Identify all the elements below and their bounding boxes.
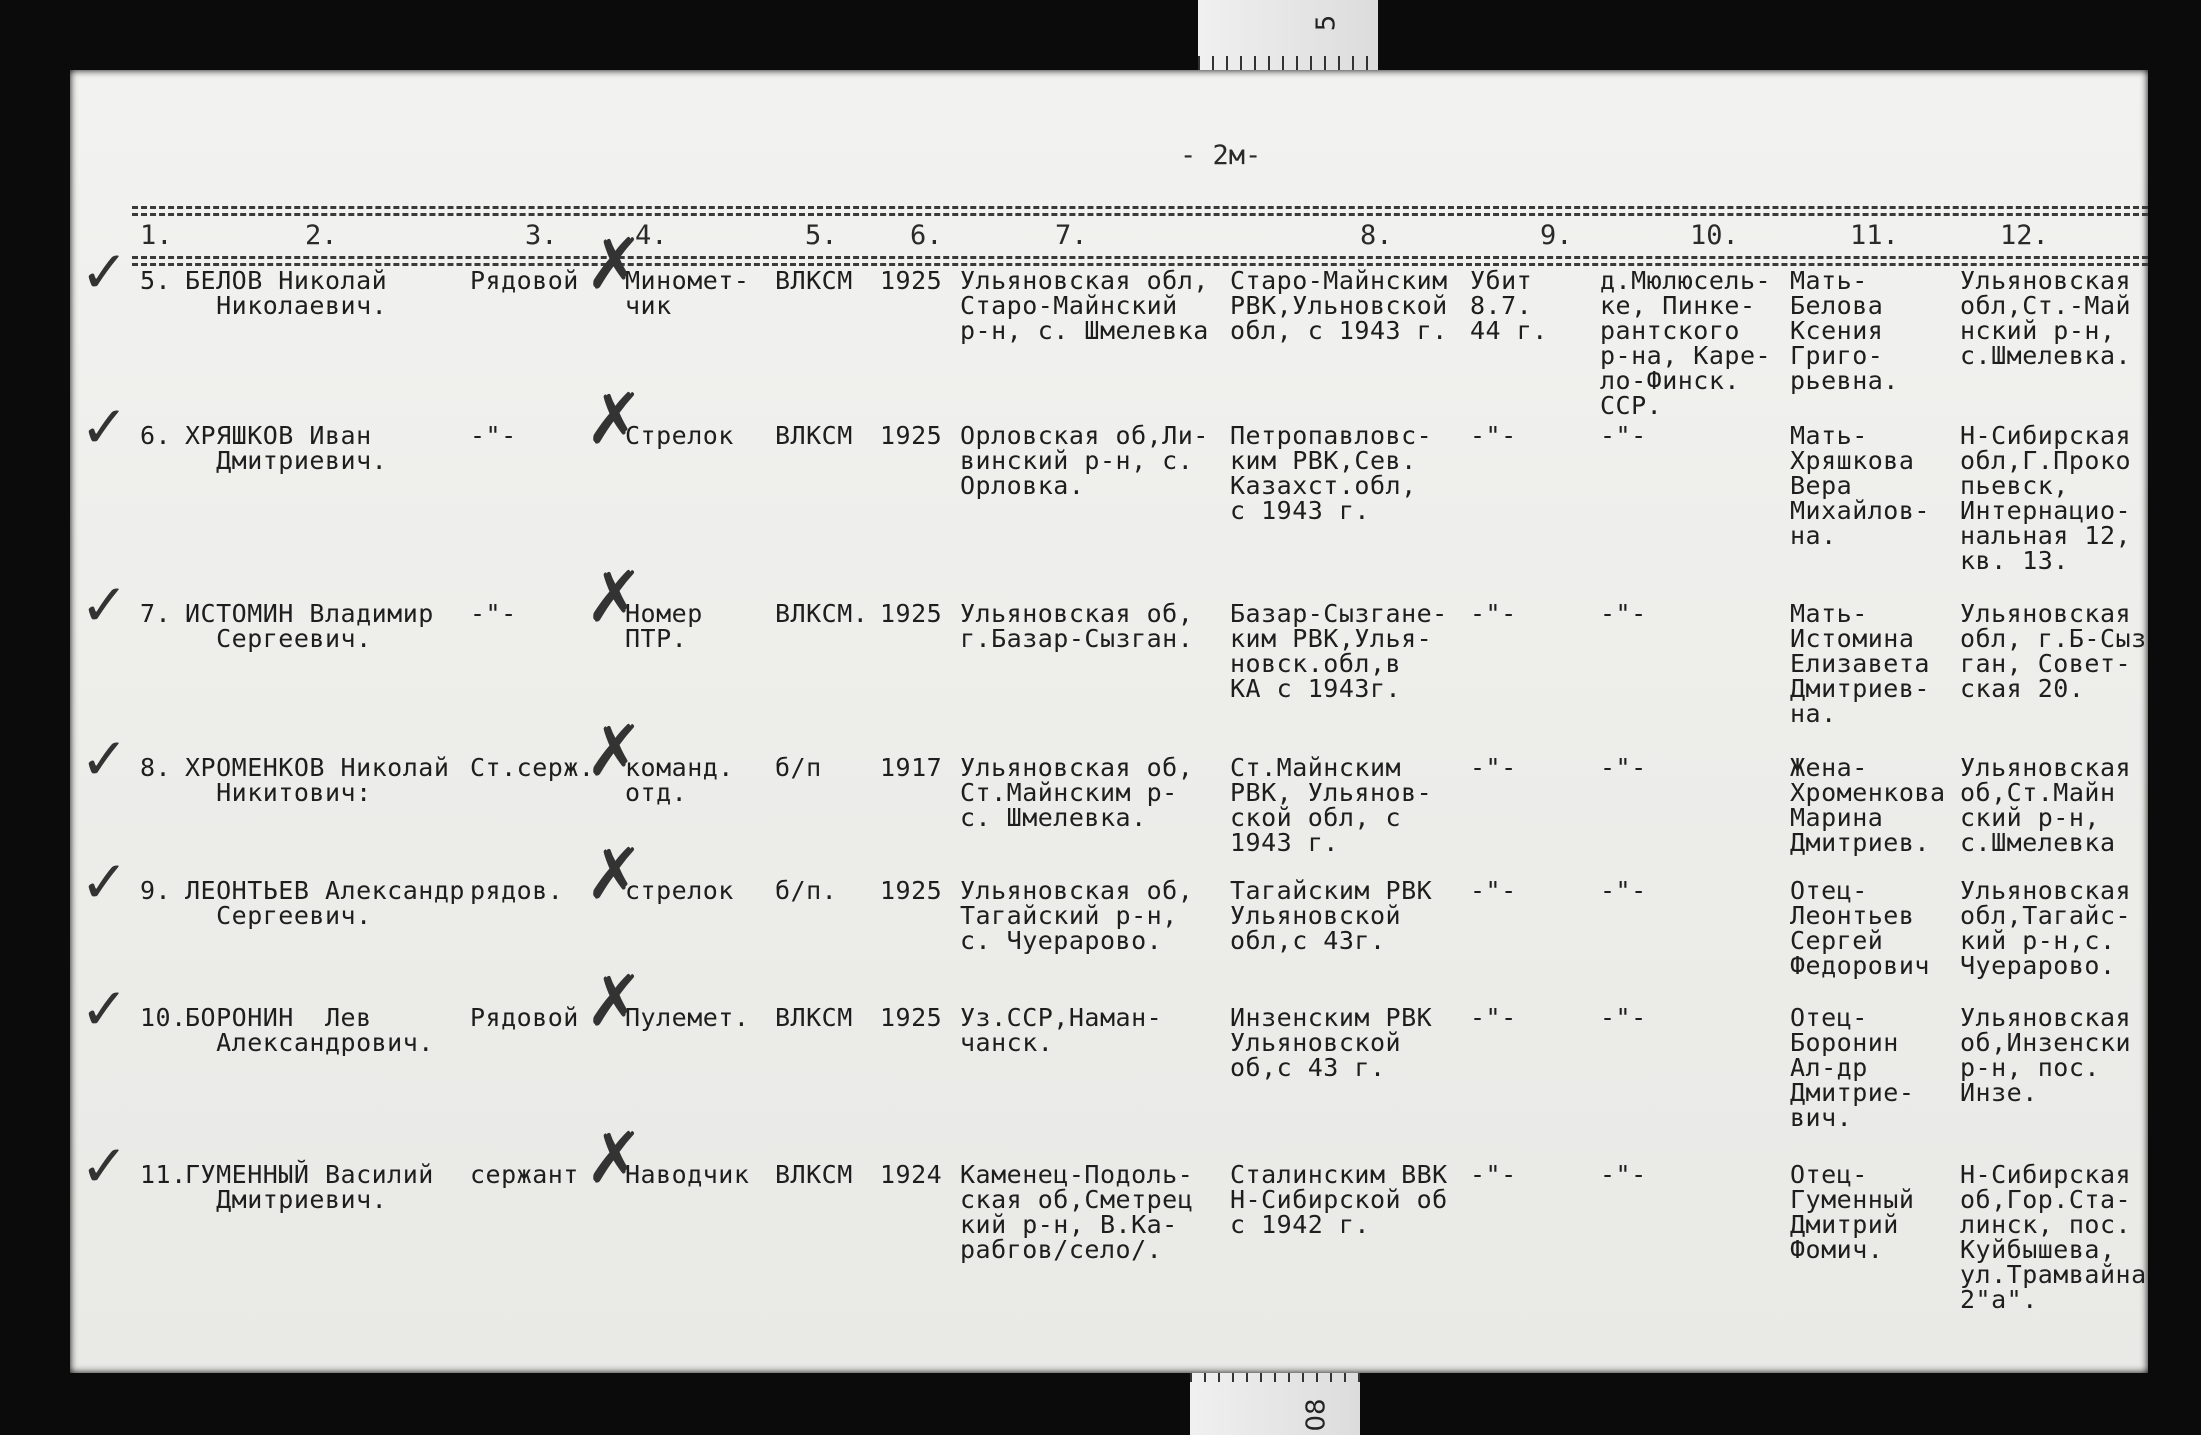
cell-role: Стрелок <box>625 421 734 450</box>
handwritten-check-icon: ✓ <box>80 1132 129 1200</box>
cell-rank: Рядовой <box>470 1003 579 1032</box>
column-header: 3. <box>525 220 558 251</box>
cell-party: б/п. <box>775 876 838 905</box>
cell-name: ХРЯШКОВ Иван Дмитриевич. <box>185 421 388 475</box>
cell-name: ЛЕОНТЬЕВ Александр Сергеевич. <box>185 876 465 930</box>
handwritten-cross-icon: ✗ <box>585 378 644 460</box>
document-sheet <box>70 70 2148 1373</box>
cell-burial: -"- <box>1600 1160 1647 1189</box>
column-header: 8. <box>1360 220 1393 251</box>
cell-fate: Убит 8.7. 44 г. <box>1470 266 1548 345</box>
cell-party: ВЛКСМ <box>775 266 853 295</box>
cell-num: 8. <box>140 753 172 782</box>
cell-address: Н-Сибирская об,Гор.Ста- линск, пос. Куйбышева, ул.Трамвайна 2"а". <box>1960 1160 2147 1314</box>
cell-birthplace: Ульяновская об, г.Базар-Сызган. <box>960 599 1194 653</box>
cell-birthplace: Каменец-Подоль- ская об,Сметрец кий р-н, В.Ка- рабгов/село/. <box>960 1160 1194 1264</box>
cell-address: Ульяновская обл, г.Б-Сыз ган, Совет- ская 20. <box>1960 599 2147 703</box>
cell-party: б/п <box>775 753 822 782</box>
handwritten-cross-icon: ✗ <box>585 1117 644 1199</box>
column-header: 12. <box>2000 220 2049 251</box>
cell-birthplace: Ульяновская об, Тагайский р-н, с. Чуерарово. <box>960 876 1194 955</box>
cell-party: ВЛКСМ. <box>775 599 869 628</box>
handwritten-check-icon: ✓ <box>80 238 129 306</box>
cell-fate: -"- <box>1470 753 1517 782</box>
column-header: 11. <box>1850 220 1899 251</box>
column-header: 7. <box>1055 220 1088 251</box>
cell-relative: Мать- Истомина Елизавета Дмитриев- на. <box>1790 599 1930 728</box>
handwritten-cross-icon: ✗ <box>585 960 644 1042</box>
cell-draft: Петропавловс- ким РВК,Сев. Казахст.обл, с 1943 г. <box>1230 421 1433 525</box>
page-number: - 2м- <box>1180 140 1262 171</box>
cell-role: Пулемет. <box>625 1003 750 1032</box>
cell-burial: д.Мюлюсель- ке, Пинке- рантского р-на, Каре- ло-Финск. ССР. <box>1600 266 1772 420</box>
cell-draft: Тагайским РВК Ульяновской обл,с 43г. <box>1230 876 1433 955</box>
cell-fate: -"- <box>1470 876 1517 905</box>
handwritten-check-icon: ✓ <box>80 848 129 916</box>
cell-draft: Сталинским ВВК Н-Сибирской об с 1942 г. <box>1230 1160 1448 1239</box>
cell-num: 7. <box>140 599 172 628</box>
cell-address: Ульяновская обл,Тагайс- кий р-н,с. Чуерарово. <box>1960 876 2132 980</box>
cell-rank: Ст.серж. <box>470 753 595 782</box>
header-bottom-rule <box>132 256 2148 266</box>
cell-address: Ульяновская обл,Ст.-Май нский р-н, с.Шмелевка. <box>1960 266 2132 370</box>
column-header: 10. <box>1690 220 1739 251</box>
cell-fate: -"- <box>1470 1003 1517 1032</box>
cell-party: ВЛКСМ <box>775 1160 853 1189</box>
cell-rank: -"- <box>470 599 517 628</box>
table-top-rule <box>132 206 2148 216</box>
cell-fate: -"- <box>1470 421 1517 450</box>
cell-year: 1925 <box>880 599 943 628</box>
cell-year: 1925 <box>880 876 943 905</box>
handwritten-check-icon: ✓ <box>80 393 129 461</box>
cell-burial: -"- <box>1600 753 1647 782</box>
cell-relative: Отец- Гуменный Дмитрий Фомич. <box>1790 1160 1915 1264</box>
handwritten-cross-icon: ✗ <box>585 223 644 305</box>
column-header: 9. <box>1540 220 1573 251</box>
cell-year: 1924 <box>880 1160 943 1189</box>
handwritten-check-icon: ✓ <box>80 975 129 1043</box>
cell-relative: Мать- Белова Ксения Григо- рьевна. <box>1790 266 1899 395</box>
cell-year: 1925 <box>880 421 943 450</box>
ruler-mark: 08 <box>1301 1398 1332 1432</box>
cell-relative: Отец- Боронин Ал-др Дмитрие- вич. <box>1790 1003 1915 1132</box>
cell-rank: рядов. <box>470 876 564 905</box>
cell-num: 9. <box>140 876 172 905</box>
cell-draft: Базар-Сызгане- ким РВК,Улья- новск.обл,в КА с 1943г. <box>1230 599 1448 703</box>
cell-draft: Старо-Майнским РВК,Ульновской обл, с 1943 г. <box>1230 266 1448 345</box>
cell-num: 5. <box>140 266 172 295</box>
cell-address: Ульяновская об,Ст.Майн ский р-н, с.Шмелевка <box>1960 753 2132 857</box>
cell-burial: -"- <box>1600 599 1647 628</box>
handwritten-check-icon: ✓ <box>80 571 129 639</box>
column-header: 4. <box>635 220 668 251</box>
handwritten-cross-icon: ✗ <box>585 710 644 792</box>
cell-relative: Отец- Леонтьев Сергей Федорович <box>1790 876 1930 980</box>
cell-num: 6. <box>140 421 172 450</box>
handwritten-cross-icon: ✗ <box>585 833 644 915</box>
cell-num: 11. <box>140 1160 187 1189</box>
cell-role: Номер ПТР. <box>625 599 703 653</box>
cell-address: Н-Сибирская обл,Г.Проко пьевск, Интернацио- нальная 12, кв. 13. <box>1960 421 2132 575</box>
cell-party: ВЛКСМ <box>775 421 853 450</box>
cell-burial: -"- <box>1600 421 1647 450</box>
cell-name: ХРОМЕНКОВ Николай Никитович: <box>185 753 450 807</box>
ruler-mark: 5 <box>1311 14 1342 32</box>
cell-rank: -"- <box>470 421 517 450</box>
cell-fate: -"- <box>1470 599 1517 628</box>
handwritten-cross-icon: ✗ <box>585 556 644 638</box>
cell-name: ГУМЕННЫЙ Василий Дмитриевич. <box>185 1160 434 1214</box>
cell-name: БОРОНИН Лев Александрович. <box>185 1003 434 1057</box>
cell-party: ВЛКСМ <box>775 1003 853 1032</box>
column-header: 5. <box>805 220 838 251</box>
scale-ruler-top <box>1198 0 1378 78</box>
cell-address: Ульяновская об,Инзенски р-н, пос. Инзе. <box>1960 1003 2132 1107</box>
cell-fate: -"- <box>1470 1160 1517 1189</box>
cell-year: 1917 <box>880 753 943 782</box>
handwritten-check-icon: ✓ <box>80 725 129 793</box>
cell-birthplace: Орловская об,Ли- винский р-н, с. Орловка. <box>960 421 1209 500</box>
cell-role: команд. отд. <box>625 753 734 807</box>
cell-num: 10. <box>140 1003 187 1032</box>
cell-role: Миномет- чик <box>625 266 750 320</box>
cell-name: ИСТОМИН Владимир Сергеевич. <box>185 599 434 653</box>
cell-rank: сержант <box>470 1160 579 1189</box>
cell-relative: Мать- Хряшкова Вера Михайлов- на. <box>1790 421 1930 550</box>
cell-year: 1925 <box>880 266 943 295</box>
cell-year: 1925 <box>880 1003 943 1032</box>
cell-burial: -"- <box>1600 1003 1647 1032</box>
cell-role: Наводчик <box>625 1160 750 1189</box>
cell-relative: Жена- Хроменкова Марина Дмитриев. <box>1790 753 1946 857</box>
cell-draft: Ст.Майнским РВК, Ульянов- ской обл, с 1943 г. <box>1230 753 1433 857</box>
cell-name: БЕЛОВ Николай Николаевич. <box>185 266 388 320</box>
column-header: 6. <box>910 220 943 251</box>
cell-role: стрелок <box>625 876 734 905</box>
cell-draft: Инзенским РВК Ульяновской об,с 43 г. <box>1230 1003 1433 1082</box>
column-header: 2. <box>305 220 338 251</box>
cell-rank: Рядовой <box>470 266 579 295</box>
cell-birthplace: Ульяновская обл, Старо-Майнский р-н, с. Шмелевка <box>960 266 1209 345</box>
cell-birthplace: Уз.ССР,Наман- чанск. <box>960 1003 1163 1057</box>
cell-birthplace: Ульяновская об, Ст.Майнским р- с. Шмелевка. <box>960 753 1194 832</box>
column-header: 1. <box>140 220 173 251</box>
cell-burial: -"- <box>1600 876 1647 905</box>
